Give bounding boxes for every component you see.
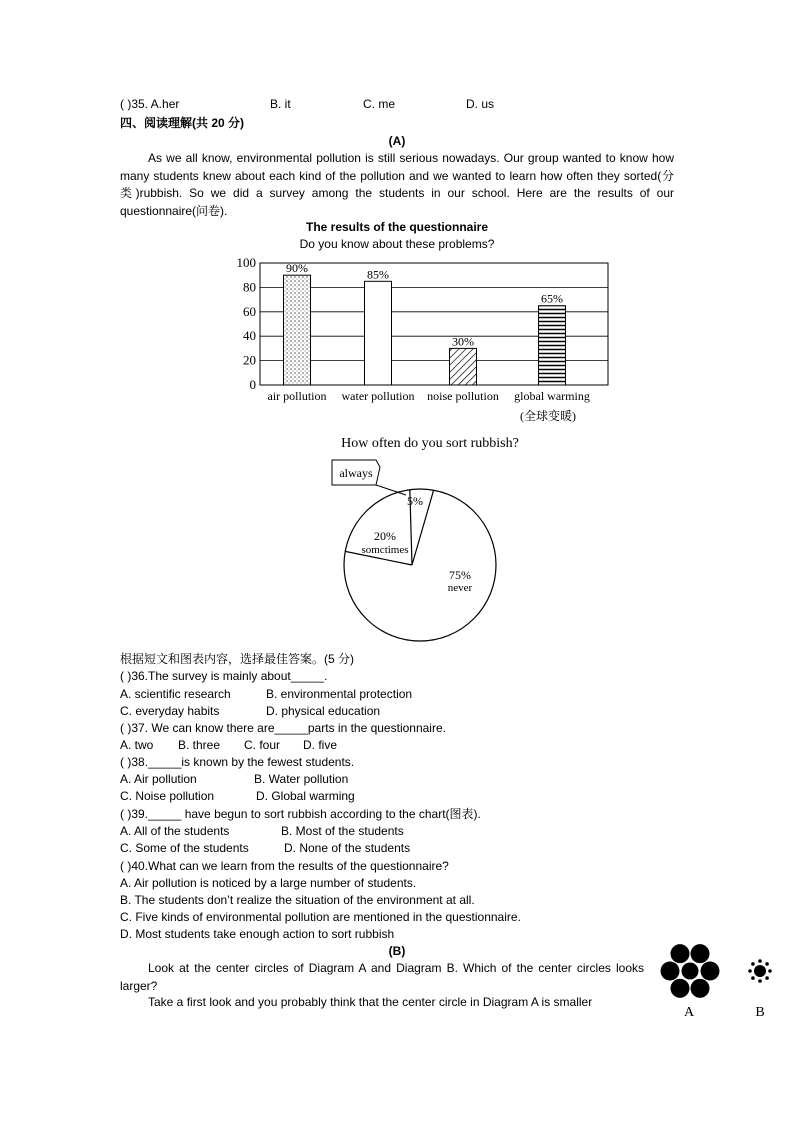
- diagram-a-outer-circle: [701, 962, 720, 981]
- q35-stem: ( )35. A.her: [120, 97, 180, 111]
- diagram-b-outer-circle: [768, 969, 772, 973]
- q40-option-c: C. Five kinds of environmental pollution are mentioned in the questionnaire.: [120, 910, 521, 924]
- q38-option-a: A. Air pollution: [120, 772, 197, 786]
- diagram-a: [656, 937, 724, 1021]
- diagram-b: [740, 950, 780, 1021]
- bar-3: [450, 348, 477, 385]
- q38-option-b: B. Water pollution: [254, 772, 349, 786]
- diagram-a-outer-circle: [671, 944, 690, 963]
- passage-b-p1: Look at the center circles of Diagram A and Diagram B. Which of the center circles looks larger?: [120, 961, 644, 993]
- q40-option-a: A. Air pollution is noticed by a large number of students.: [120, 876, 417, 890]
- pie-slice-label-somctimes: somctimes: [361, 544, 409, 556]
- q39-option-d: D. None of the students: [284, 841, 411, 855]
- q37-option-b: B. three: [178, 738, 221, 752]
- diagram-b-outer-circle: [748, 969, 752, 973]
- bar-category-label: air pollution: [267, 389, 327, 403]
- bar-category-label: water pollution: [341, 389, 415, 403]
- q40-option-d: D. Most students take enough action to sort rubbish: [120, 927, 395, 941]
- q40-option-b: B. The students don’t realize the situation of the environment at all.: [120, 893, 475, 907]
- q40-stem: ( )40.What can we learn from the results of the questionnaire?: [120, 859, 449, 873]
- pie-chart-question: How often do you sort rubbish?: [341, 436, 519, 451]
- diagram-b-outer-circle: [751, 962, 755, 966]
- bar-y-tick-label: 0: [249, 377, 256, 392]
- q36-option-d: D. physical education: [266, 704, 381, 718]
- bar-1: [284, 275, 311, 385]
- diagram-b-center-circle: [754, 965, 766, 977]
- diagram-a-outer-circle: [661, 962, 680, 981]
- bar-y-tick-label: 20: [243, 352, 256, 368]
- diagram-a-center-circle: [682, 963, 699, 980]
- q36-stem: ( )36.The survey is mainly about_____.: [120, 669, 328, 683]
- q36-option-b: B. environmental protection: [266, 687, 413, 701]
- bar-chart: [230, 252, 620, 427]
- bar-chart-question: Do you know about these problems?: [299, 237, 495, 251]
- bar-data-label: 30%: [452, 334, 474, 349]
- pie-data-label-never: 75%: [449, 568, 471, 582]
- bar-y-tick-label: 60: [243, 303, 256, 319]
- q37-option-c: C. four: [244, 738, 281, 752]
- bar-y-tick-label: 80: [243, 279, 256, 295]
- section-title: 四、阅读理解(共 20 分): [120, 116, 245, 130]
- passage-a-text: As we all know, environmental pollution is still serious nowadays. Our group wanted to know how many students knew about each kind of the pollution and we wanted to learn how often they sorted(分类)rubbish. So we did a survey among the students in our school. Here are the results of our questionnaire(问卷).: [120, 151, 674, 218]
- pie-outline: [344, 489, 496, 641]
- q39-option-a: A. All of the students: [120, 824, 230, 838]
- q37-stem: ( )37. We can know there are_____parts in the questionnaire.: [120, 721, 446, 735]
- pie-callout-pointer: [376, 485, 406, 495]
- q36-option-a: A. scientific research: [120, 687, 231, 701]
- results-title: The results of the questionnaire: [305, 220, 489, 234]
- pie-slice-label-never: never: [447, 582, 473, 594]
- diagram-b-outer-circle: [765, 962, 769, 966]
- q38-option-c: C. Noise pollution: [120, 789, 215, 803]
- bar-data-label: 85%: [367, 267, 389, 282]
- bar-category-note: (全球变暖): [520, 409, 576, 423]
- pie-chart: [320, 455, 520, 650]
- pie-data-label-somctimes: 20%: [374, 529, 396, 543]
- pie-data-label-always: 5%: [407, 494, 423, 508]
- q35-option-c: C. me: [363, 97, 396, 111]
- q39-option-c: C. Some of the students: [120, 841, 249, 855]
- diagram-a-label: A: [683, 1005, 695, 1020]
- q35-option-b: B. it: [270, 97, 291, 111]
- bar-2: [365, 281, 392, 385]
- passage-b-label: (B): [388, 944, 406, 958]
- pie-slice-label-always: always: [339, 466, 373, 480]
- diagram-b-outer-circle: [751, 976, 755, 980]
- bar-data-label: 65%: [541, 291, 563, 306]
- diagram-b-outer-circle: [765, 976, 769, 980]
- bar-category-label: global warming: [514, 389, 590, 403]
- q39-stem: ( )39._____ have begun to sort rubbish according to the chart(图表).: [120, 807, 481, 821]
- bar-4: [539, 306, 566, 385]
- q35-option-d: D. us: [466, 97, 495, 111]
- q36-option-c: C. everyday habits: [120, 704, 220, 718]
- passage-b-p2: Take a first look and you probably think that the center circle in Diagram A is smaller: [148, 995, 593, 1009]
- bar-data-label: 90%: [286, 261, 308, 276]
- instructions: 根据短文和图表内容，选择最佳答案。(5 分): [120, 652, 355, 666]
- bar-y-tick-label: 100: [236, 255, 256, 270]
- diagram-b-outer-circle: [758, 979, 762, 983]
- passage-a-label: (A): [388, 134, 406, 148]
- q37-option-a: A. two: [120, 738, 154, 752]
- diagram-b-label: B: [755, 1005, 765, 1020]
- diagram-a-outer-circle: [691, 979, 710, 998]
- q38-option-d: D. Global warming: [256, 789, 355, 803]
- q39-option-b: B. Most of the students: [281, 824, 404, 838]
- diagram-a-outer-circle: [691, 944, 710, 963]
- q38-stem: ( )38._____is known by the fewest students.: [120, 755, 355, 769]
- bar-y-tick-label: 40: [243, 328, 256, 344]
- diagram-a-outer-circle: [671, 979, 690, 998]
- bar-category-label: noise pollution: [427, 389, 499, 403]
- q37-option-d: D. five: [303, 738, 338, 752]
- diagram-b-outer-circle: [758, 959, 762, 963]
